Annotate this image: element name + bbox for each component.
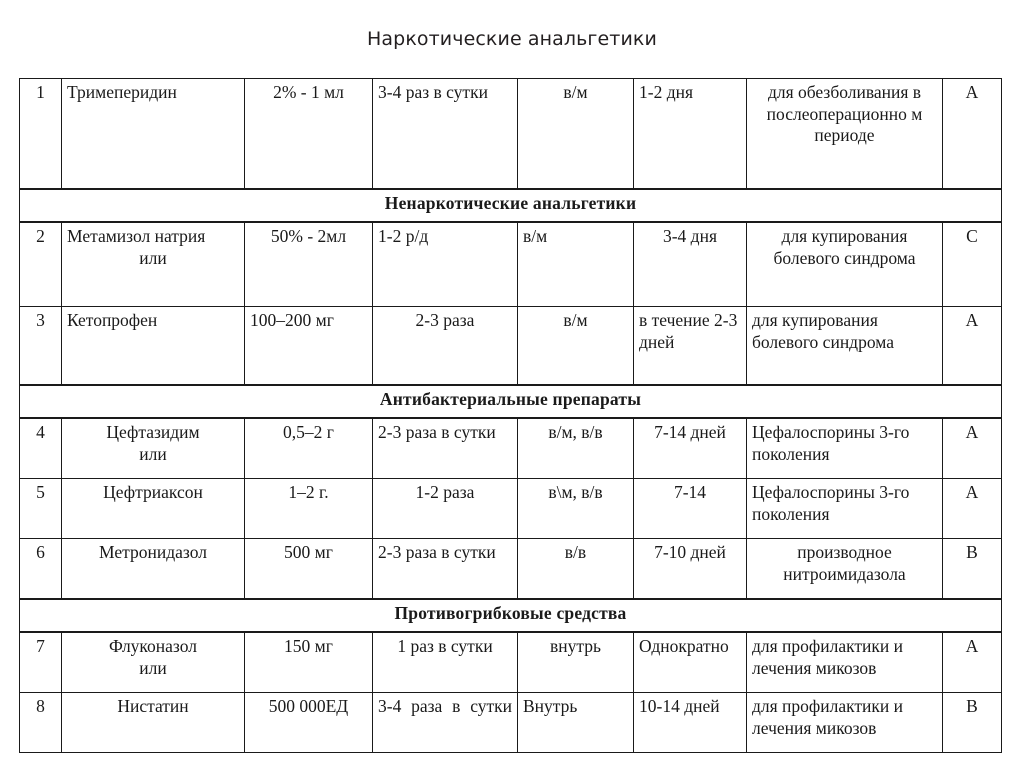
- drug-note: производное нитроимидазола: [747, 539, 943, 600]
- drug-duration: Однократно: [634, 632, 747, 693]
- table-section-header-row: [20, 599, 1002, 632]
- drug-dose: 150 мг: [245, 632, 373, 693]
- drug-route: внутрь: [518, 632, 634, 693]
- drug-dose: 100–200 мг: [245, 307, 373, 386]
- evidence-level: В: [943, 539, 1002, 600]
- row-number: 8: [20, 693, 62, 753]
- table-section-header-row: [20, 189, 1002, 222]
- table-row: [20, 479, 1002, 539]
- drug-name-text: Цефтазидим: [106, 422, 200, 442]
- drug-route: в/м, в/в: [518, 418, 634, 479]
- drug-dose: 0,5–2 г: [245, 418, 373, 479]
- evidence-level: С: [943, 222, 1002, 307]
- drug-frequency: 2-3 раза: [373, 307, 518, 386]
- drug-route: Внутрь: [518, 693, 634, 753]
- drug-dose: 500 000ЕД: [245, 693, 373, 753]
- row-number: 5: [20, 479, 62, 539]
- drug-route: в/в: [518, 539, 634, 600]
- drug-note: Цефалоспорины 3-го поколения: [747, 479, 943, 539]
- drug-route: в\м, в/в: [518, 479, 634, 539]
- drug-frequency: 2-3 раза в сутки: [373, 418, 518, 479]
- drug-name: Цефтриаксон: [62, 479, 245, 539]
- drug-dose: 500 мг: [245, 539, 373, 600]
- drug-duration: 1-2 дня: [634, 79, 747, 190]
- medication-table-container: [19, 78, 1001, 753]
- drug-route: в/м: [518, 307, 634, 386]
- drug-duration: 7-14: [634, 479, 747, 539]
- table-row: [20, 632, 1002, 693]
- drug-frequency: 1-2 раза: [373, 479, 518, 539]
- drug-frequency: 2-3 раза в сутки: [373, 539, 518, 600]
- row-number: 7: [20, 632, 62, 693]
- drug-note: для профилактики и лечения микозов: [747, 693, 943, 753]
- drug-frequency: 3-4 раза в сутки: [373, 693, 518, 753]
- drug-route: в/м: [518, 79, 634, 190]
- drug-duration: 7-10 дней: [634, 539, 747, 600]
- drug-route: в/м: [518, 222, 634, 307]
- evidence-level: А: [943, 418, 1002, 479]
- section-title: Ненаркотические анальгетики: [20, 189, 1002, 222]
- drug-note: Цефалоспорины 3-го поколения: [747, 418, 943, 479]
- evidence-level: А: [943, 307, 1002, 386]
- drug-note: для профилактики и лечения микозов: [747, 632, 943, 693]
- drug-note: для купирования болевого синдрома: [747, 222, 943, 307]
- drug-name: Метронидазол: [62, 539, 245, 600]
- drug-frequency: 1-2 р/д: [373, 222, 518, 307]
- table-row: [20, 307, 1002, 386]
- drug-dose: 2% - 1 мл: [245, 79, 373, 190]
- drug-name-alternative: или: [139, 247, 167, 268]
- evidence-level: А: [943, 632, 1002, 693]
- drug-name: Тримеперидин: [62, 79, 245, 190]
- row-number: 1: [20, 79, 62, 190]
- drug-frequency: 3-4 раз в сутки: [373, 79, 518, 190]
- drug-duration: 7-14 дней: [634, 418, 747, 479]
- drug-note: для обезболивания в послеоперационно м периоде: [747, 79, 943, 190]
- drug-name: [62, 632, 245, 693]
- page-title: Наркотические анальгетики: [367, 28, 657, 50]
- drug-name-alternative: или: [139, 657, 167, 678]
- drug-name-alternative: или: [139, 443, 167, 464]
- row-number: 4: [20, 418, 62, 479]
- row-number: 3: [20, 307, 62, 386]
- evidence-level: В: [943, 693, 1002, 753]
- table-row: [20, 693, 1002, 753]
- section-title: Противогрибковые средства: [20, 599, 1002, 632]
- table-row: [20, 222, 1002, 307]
- drug-name: [62, 222, 245, 307]
- medication-table: [19, 78, 1002, 753]
- row-number: 6: [20, 539, 62, 600]
- row-number: 2: [20, 222, 62, 307]
- drug-name-text: Метамизол натрия: [67, 226, 206, 246]
- drug-name: Кетопрофен: [62, 307, 245, 386]
- table-row: [20, 539, 1002, 600]
- drug-name: Нистатин: [62, 693, 245, 753]
- drug-note: для купирования болевого синдрома: [747, 307, 943, 386]
- drug-frequency: 1 раз в сутки: [373, 632, 518, 693]
- drug-dose: 50% - 2мл: [245, 222, 373, 307]
- drug-name-text: Флуконазол: [109, 636, 197, 656]
- drug-name: [62, 418, 245, 479]
- evidence-level: А: [943, 79, 1002, 190]
- drug-duration: 10-14 дней: [634, 693, 747, 753]
- drug-dose: 1–2 г.: [245, 479, 373, 539]
- table-section-header-row: [20, 385, 1002, 418]
- section-title: Антибактериальные препараты: [20, 385, 1002, 418]
- drug-duration: в течение 2-3 дней: [634, 307, 747, 386]
- table-row: [20, 79, 1002, 190]
- drug-duration: 3-4 дня: [634, 222, 747, 307]
- table-row: [20, 418, 1002, 479]
- evidence-level: А: [943, 479, 1002, 539]
